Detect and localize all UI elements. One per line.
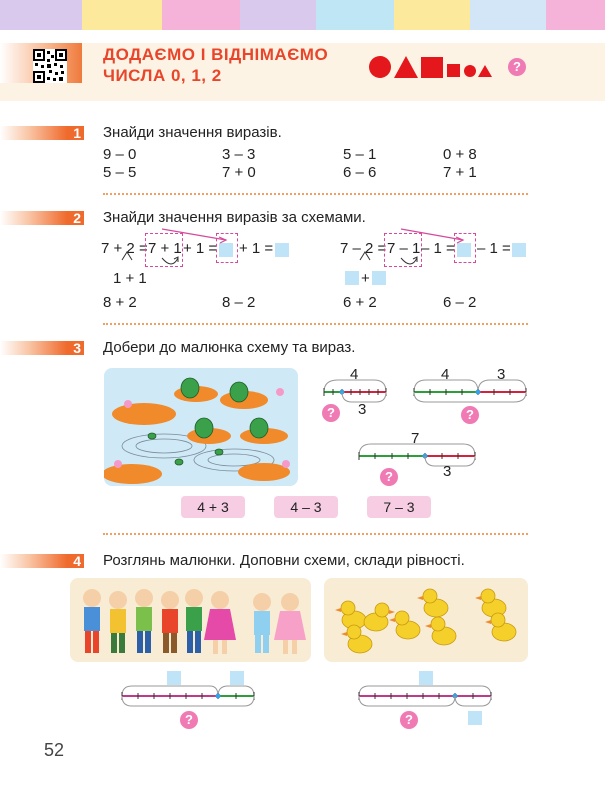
frogs-pond-picture xyxy=(104,368,298,486)
question-badge: ? xyxy=(180,711,198,729)
shapes-icon xyxy=(368,53,528,81)
task-number-2: 2 xyxy=(0,211,84,225)
expr: 9 – 0 xyxy=(103,146,137,163)
expr: 5 – 1 xyxy=(343,146,377,163)
expression-chip[interactable]: 4 + 3 xyxy=(181,496,245,518)
answer-box[interactable] xyxy=(419,671,433,685)
scheme2-b: 3 xyxy=(497,366,506,383)
expr-left-c: + 1 = xyxy=(183,240,218,257)
divider xyxy=(103,533,528,535)
scheme1-bottom: 3 xyxy=(358,401,367,418)
task4-instruction: Розглянь малюнки. Доповни схеми, склади рівності. xyxy=(103,552,465,569)
question-badge: ? xyxy=(508,58,526,76)
task-number-1: 1 xyxy=(0,126,84,140)
scheme-3 xyxy=(355,440,485,480)
expr-left-d: + 1 = xyxy=(239,240,274,257)
qr-code-icon[interactable] xyxy=(33,49,67,83)
answer-box[interactable] xyxy=(468,711,482,725)
stripe-7 xyxy=(470,0,546,30)
expression-chip[interactable]: 4 – 3 xyxy=(274,496,338,518)
ducklings-picture xyxy=(324,578,528,662)
expr-right-c: – 1 = xyxy=(421,240,455,257)
scheme3-top: 7 xyxy=(411,430,420,447)
scheme2-a: 4 xyxy=(441,366,450,383)
scheme3-bottom: 3 xyxy=(443,463,452,480)
question-badge: ? xyxy=(400,711,418,729)
expr-left-split: 1 + 1 xyxy=(113,270,147,287)
expr: 5 – 5 xyxy=(103,164,137,181)
answer-box[interactable] xyxy=(275,243,289,257)
scheme-4-left xyxy=(118,684,260,714)
expr-left-b: 7 + 1 xyxy=(148,240,182,257)
expr: 6 – 2 xyxy=(443,294,477,311)
task-number-4: 4 xyxy=(0,554,84,568)
task1-instruction: Знайди значення виразів. xyxy=(103,124,282,141)
question-badge: ? xyxy=(322,404,340,422)
stripe-3 xyxy=(162,0,240,30)
expr: 8 + 2 xyxy=(103,294,137,311)
scheme1-top: 4 xyxy=(350,366,359,383)
expression-chip[interactable]: 7 – 3 xyxy=(367,496,431,518)
divider xyxy=(103,323,528,325)
expr: 7 + 0 xyxy=(222,164,256,181)
page-title: ДОДАЄМО І ВІДНІМАЄМО ЧИСЛА 0, 1, 2 xyxy=(103,45,329,85)
stripe-4 xyxy=(240,0,316,30)
question-badge: ? xyxy=(461,406,479,424)
answer-box[interactable] xyxy=(230,671,244,685)
task2-right-arrows xyxy=(339,222,479,274)
expr-right-split: + xyxy=(361,270,370,287)
expr-right-d: – 1 = xyxy=(477,240,511,257)
stripe-1 xyxy=(0,0,82,30)
expr: 7 + 1 xyxy=(443,164,477,181)
expr-left-a: 7 + 2 = xyxy=(101,240,148,257)
task3-instruction: Добери до малюнка схему та вираз. xyxy=(103,339,356,356)
expr: 6 + 2 xyxy=(343,294,377,311)
stripe-6 xyxy=(394,0,470,30)
task2-instruction: Знайди значення виразів за схемами. xyxy=(103,209,366,226)
scheme-4-right xyxy=(355,684,497,714)
divider xyxy=(103,193,528,195)
expr: 0 + 8 xyxy=(443,146,477,163)
expr: 8 – 2 xyxy=(222,294,256,311)
expr-right-b: 7 – 1 xyxy=(387,240,421,257)
question-badge: ? xyxy=(380,468,398,486)
expr: 6 – 6 xyxy=(343,164,377,181)
page-number: 52 xyxy=(44,740,65,760)
expr-right-a: 7 – 2 = xyxy=(340,240,387,257)
stripe-2 xyxy=(82,0,162,30)
answer-box[interactable] xyxy=(512,243,526,257)
task-number-3: 3 xyxy=(0,341,84,355)
stripe-5 xyxy=(316,0,394,30)
children-picture xyxy=(70,578,311,662)
task2-left-arrows xyxy=(100,222,240,274)
answer-box[interactable] xyxy=(167,671,181,685)
expr: 3 – 3 xyxy=(222,146,256,163)
stripe-8 xyxy=(546,0,605,30)
